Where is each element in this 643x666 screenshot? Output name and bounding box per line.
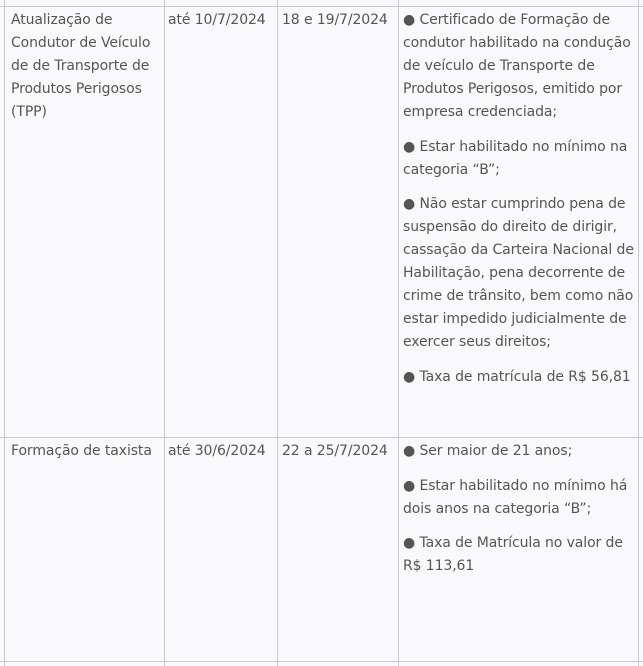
enrollment-deadline-cell: até 30/6/2024 — [168, 443, 266, 459]
column-border — [4, 0, 5, 666]
course-dates-cell: 22 a 25/7/2024 — [282, 443, 388, 459]
requirement-item: ● Estar habilitado no mínimo na categoria “B”; — [403, 138, 628, 178]
requirement-item: ● Ser maior de 21 anos; — [403, 443, 573, 459]
requirements-cell — [403, 9, 635, 400]
requirement-item: ● Taxa de matrícula de R$ 56,81 — [403, 368, 631, 385]
column-border — [398, 0, 399, 666]
row-border — [0, 6, 643, 7]
requirement-item: ● Não estar cumprindo pena de suspensão do direito de dirigir, cassação da Carteira Nacional de Habilitação, pena decorrente de crime de trânsito, bem como não estar impedido judicialmente de exercer seus direitos; — [403, 196, 634, 350]
row-border — [0, 661, 643, 662]
column-border — [277, 0, 278, 666]
requirement-item: ● Taxa de Matrícula no valor de R$ 113,61 — [403, 535, 623, 574]
course-name-cell: Formação de taxista — [11, 443, 152, 459]
requirements-cell — [403, 440, 635, 590]
course-name-cell: Atualização de Condutor de Veículo de de Transporte de Produtos Perigosos (TPP) — [11, 12, 151, 120]
column-border — [164, 0, 165, 666]
column-border — [638, 0, 639, 666]
course-dates-cell: 18 e 19/7/2024 — [282, 12, 388, 28]
requirement-item: ● Certificado de Formação de condutor habilitado na condução de veículo de Transporte de Produtos Perigosos, emitido por empresa credenciada; — [403, 12, 631, 120]
enrollment-deadline-cell: até 10/7/2024 — [168, 12, 266, 28]
row-border — [0, 437, 643, 438]
requirement-item: ● Estar habilitado no mínimo há dois anos na categoria “B”; — [403, 477, 628, 517]
